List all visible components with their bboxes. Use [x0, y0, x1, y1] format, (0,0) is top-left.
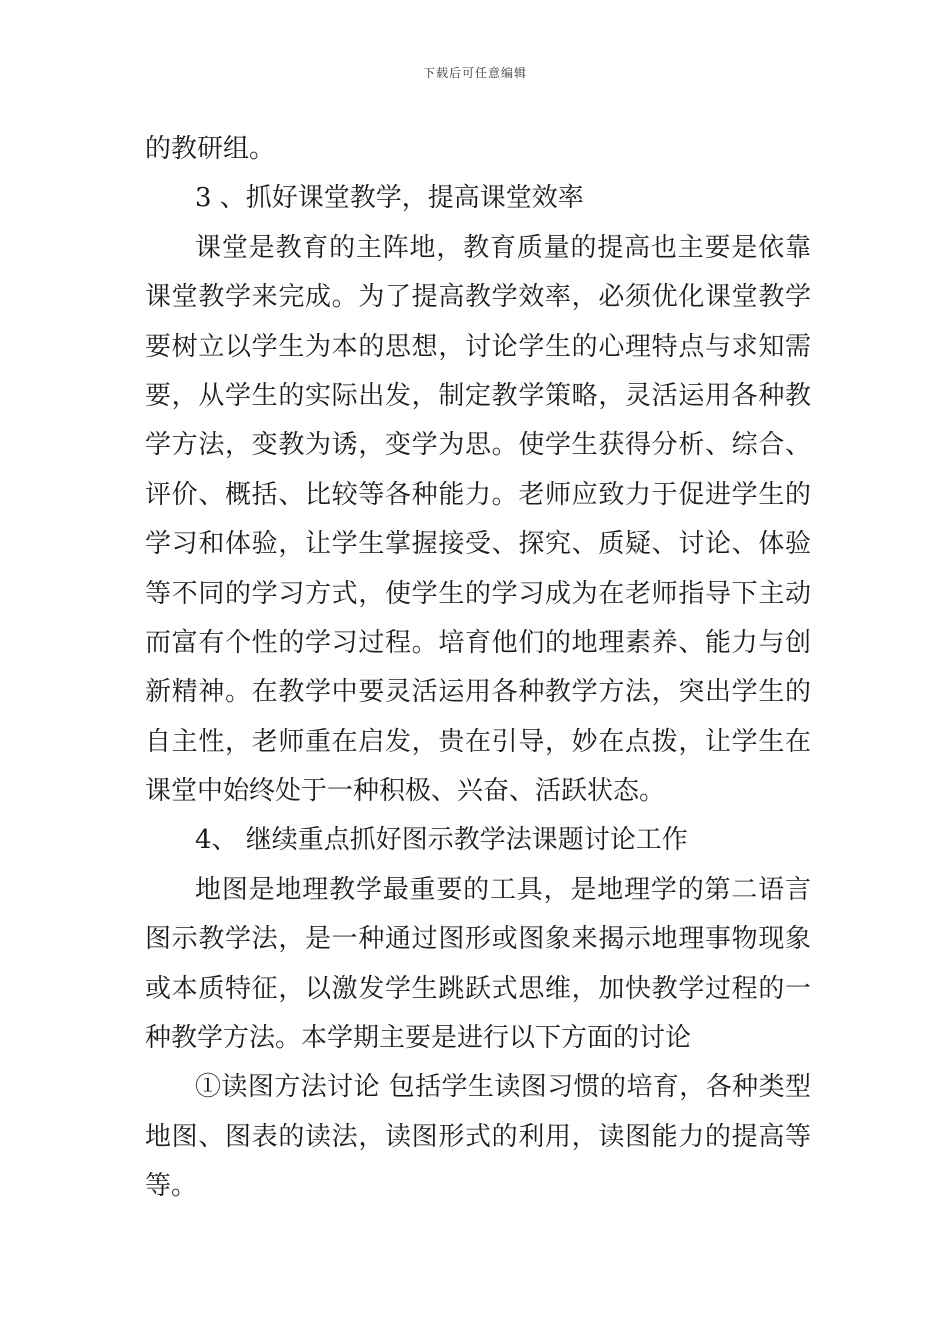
text-line: 自主性，老师重在启发，贵在引导，妙在点拨，让学生在 — [145, 726, 811, 757]
text-line: 要树立以学生为本的思想，讨论学生的心理特点与求知需 — [145, 331, 811, 362]
text-line: 学习和体验，让学生掌握接受、探究、质疑、讨论、体验 — [145, 529, 811, 560]
section-heading-3: 3 、抓好课堂教学，提高课堂效率 — [195, 183, 584, 214]
text-line: 图示教学法，是一种通过图形或图象来揭示地理事物现象 — [145, 924, 811, 955]
text-line: 地图是地理教学最重要的工具，是地理学的第二语言 — [195, 874, 811, 905]
text-line: 课堂中始终处于一种积极、兴奋、活跃状态。 — [145, 776, 666, 807]
section-heading-4: 4、 继续重点抓好图示教学法课题讨论工作 — [195, 825, 688, 856]
text-line: 的教研组。 — [145, 134, 276, 164]
page-header: 下载后可任意编辑 — [422, 66, 527, 80]
text-line: 等。 — [145, 1171, 198, 1202]
text-line: 学方法，变教为诱，变学为思。使学生获得分析、综合、 — [145, 430, 811, 461]
text-line: ①读图方法讨论 包括学生读图习惯的培育，各种类型 — [195, 1072, 811, 1103]
text-line: 新精神。在教学中要灵活运用各种教学方法，突出学生的 — [145, 677, 811, 708]
text-line: 评价、概括、比较等各种能力。老师应致力于促进学生的 — [145, 479, 811, 510]
text-line: 课堂教学来完成。为了提高教学效率，必须优化课堂教学 — [145, 282, 811, 313]
text-line: 种教学方法。本学期主要是进行以下方面的讨论 — [145, 1023, 692, 1054]
text-line: 课堂是教育的主阵地，教育质量的提高也主要是依靠 — [195, 232, 811, 263]
text-line: 地图、图表的读法，读图形式的利用，读图能力的提高等 — [145, 1121, 811, 1152]
text-line: 而富有个性的学习过程。培育他们的地理素养、能力与创 — [145, 627, 811, 658]
document-body — [145, 125, 811, 1212]
text-line: 等不同的学习方式，使学生的学习成为在老师指导下主动 — [145, 578, 811, 609]
text-line: 要，从学生的实际出发，制定教学策略，灵活运用各种教 — [145, 380, 811, 411]
text-line: 或本质特征，以激发学生跳跃式思维，加快教学过程的一 — [145, 973, 811, 1004]
